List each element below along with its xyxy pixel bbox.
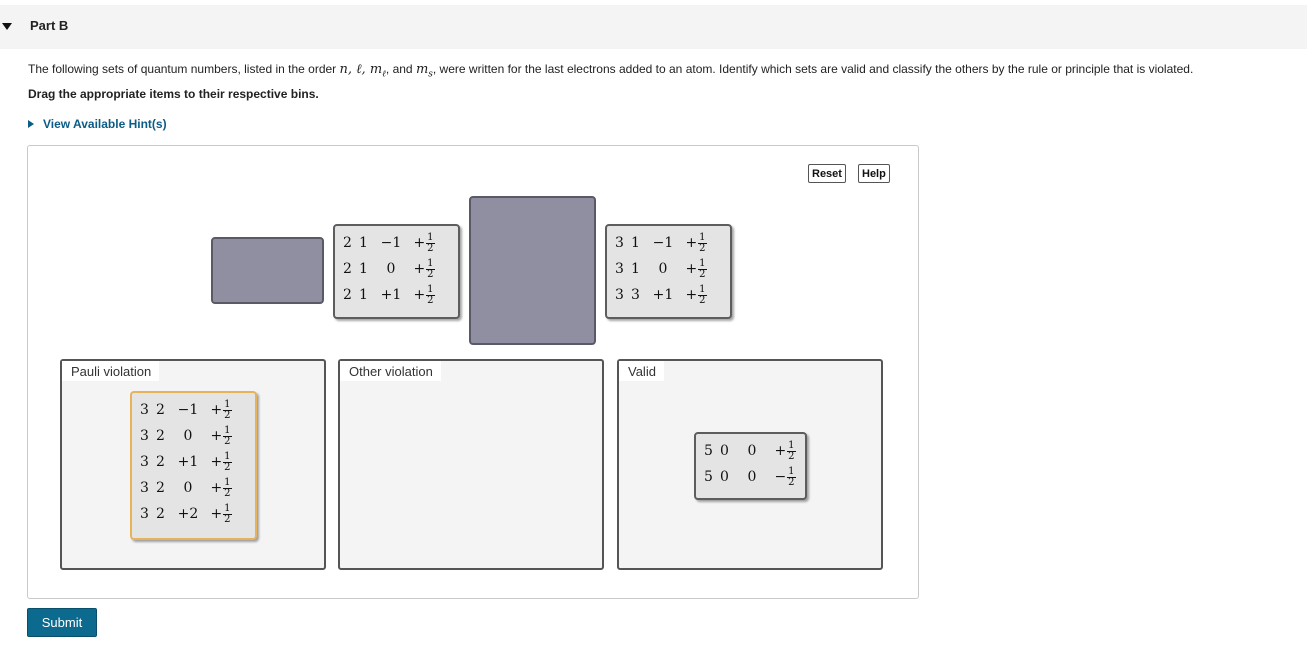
- n-value: 2: [343, 287, 352, 303]
- n-value: 3: [140, 428, 149, 444]
- ms-value: + $\frac{1}{2}$: [774, 439, 795, 462]
- empty-item-slot: [211, 237, 324, 304]
- bin-label: Pauli violation: [62, 361, 159, 381]
- bin-label: Valid: [619, 361, 664, 381]
- l-value: 2: [156, 480, 165, 496]
- ml-value: +1: [652, 287, 674, 303]
- n-value: 3: [615, 235, 624, 251]
- quantum-number-set: [138, 501, 255, 527]
- quantum-number-set: [138, 475, 255, 501]
- ms-value: + $\frac{1}{2}$: [413, 283, 434, 306]
- draggable-item-card[interactable]: [130, 391, 257, 540]
- ml-value: +1: [380, 287, 402, 303]
- bin-valid[interactable]: [617, 359, 883, 570]
- l-value: 1: [631, 235, 640, 251]
- ms-value: − $\frac{1}{2}$: [774, 465, 795, 488]
- n-value: 3: [615, 261, 624, 277]
- ms-value: + $\frac{1}{2}$: [413, 231, 434, 254]
- reset-button[interactable]: Reset: [808, 164, 846, 183]
- bin-label: Other violation: [340, 361, 441, 381]
- quantum-number-set: [138, 397, 255, 423]
- draggable-item-card[interactable]: [694, 432, 807, 500]
- ml-value: 0: [183, 480, 193, 496]
- quantum-number-set: [341, 230, 458, 256]
- quantum-number-set: [613, 230, 730, 256]
- l-value: 1: [631, 261, 640, 277]
- ml-value: −1: [652, 235, 674, 251]
- ml-value: +2: [177, 506, 199, 522]
- n-value: 3: [140, 454, 149, 470]
- quantum-number-set: [341, 282, 458, 308]
- ms-value: + $\frac{1}{2}$: [210, 476, 231, 499]
- n-value: 3: [140, 402, 149, 418]
- l-value: 1: [359, 235, 368, 251]
- ml-value: 0: [386, 261, 396, 277]
- submit-button[interactable]: Submit: [27, 608, 97, 637]
- l-value: 1: [359, 287, 368, 303]
- quantum-number-symbols: n, ℓ, $m_\ell$: [339, 62, 386, 80]
- empty-item-slot: [469, 196, 596, 345]
- draggable-item-card[interactable]: [605, 224, 732, 319]
- draggable-item-card[interactable]: [333, 224, 460, 319]
- quantum-number-set: [613, 282, 730, 308]
- help-button[interactable]: Help: [858, 164, 890, 183]
- ms-value: + $\frac{1}{2}$: [685, 283, 706, 306]
- collapse-caret-icon[interactable]: [2, 23, 12, 30]
- ml-value: 0: [658, 261, 668, 277]
- ms-value: + $\frac{1}{2}$: [413, 257, 434, 280]
- quantum-number-set: [702, 464, 805, 490]
- ml-value: 0: [183, 428, 193, 444]
- ms-value: + $\frac{1}{2}$: [210, 424, 231, 447]
- l-value: 1: [359, 261, 368, 277]
- instruction-text: Drag the appropriate items to their respective bins.: [28, 87, 319, 101]
- l-value: 2: [156, 402, 165, 418]
- l-value: 3: [631, 287, 640, 303]
- quantum-number-set: [702, 438, 805, 464]
- quantum-number-set: [138, 449, 255, 475]
- ml-value: −1: [380, 235, 402, 251]
- ml-value: +1: [177, 454, 199, 470]
- n-value: 2: [343, 261, 352, 277]
- view-hints-link[interactable]: View Available Hint(s): [28, 117, 167, 131]
- drag-and-drop-area: [27, 145, 919, 599]
- part-title: Part B: [30, 18, 69, 33]
- quantum-number-set: [341, 256, 458, 282]
- l-value: 2: [156, 454, 165, 470]
- quantum-number-set: [613, 256, 730, 282]
- ms-value: + $\frac{1}{2}$: [685, 231, 706, 254]
- l-value: 2: [156, 428, 165, 444]
- n-value: 3: [615, 287, 624, 303]
- n-value: 3: [140, 480, 149, 496]
- n-value: 3: [140, 506, 149, 522]
- ms-value: + $\frac{1}{2}$: [685, 257, 706, 280]
- part-header[interactable]: [0, 5, 1307, 49]
- ml-value: 0: [747, 443, 757, 459]
- caret-right-icon: [28, 120, 34, 128]
- bin-pauli-violation[interactable]: [60, 359, 326, 570]
- l-value: 2: [156, 506, 165, 522]
- ms-value: + $\frac{1}{2}$: [210, 502, 231, 525]
- question-text: The following sets of quantum numbers, listed in the order n, ℓ, $m_\ell$, and $m_s$, were written for the last electrons added to an atom. Identify which sets are valid and classify the others by the rule or principle that is violated.: [28, 62, 1194, 80]
- ms-value: + $\frac{1}{2}$: [210, 398, 231, 421]
- ml-value: 0: [747, 469, 757, 485]
- l-value: 0: [720, 469, 729, 485]
- n-value: 2: [343, 235, 352, 251]
- n-value: 5: [704, 443, 713, 459]
- bin-other-violation[interactable]: [338, 359, 604, 570]
- ms-value: + $\frac{1}{2}$: [210, 450, 231, 473]
- l-value: 0: [720, 443, 729, 459]
- n-value: 5: [704, 469, 713, 485]
- quantum-number-set: [138, 423, 255, 449]
- ml-value: −1: [177, 402, 199, 418]
